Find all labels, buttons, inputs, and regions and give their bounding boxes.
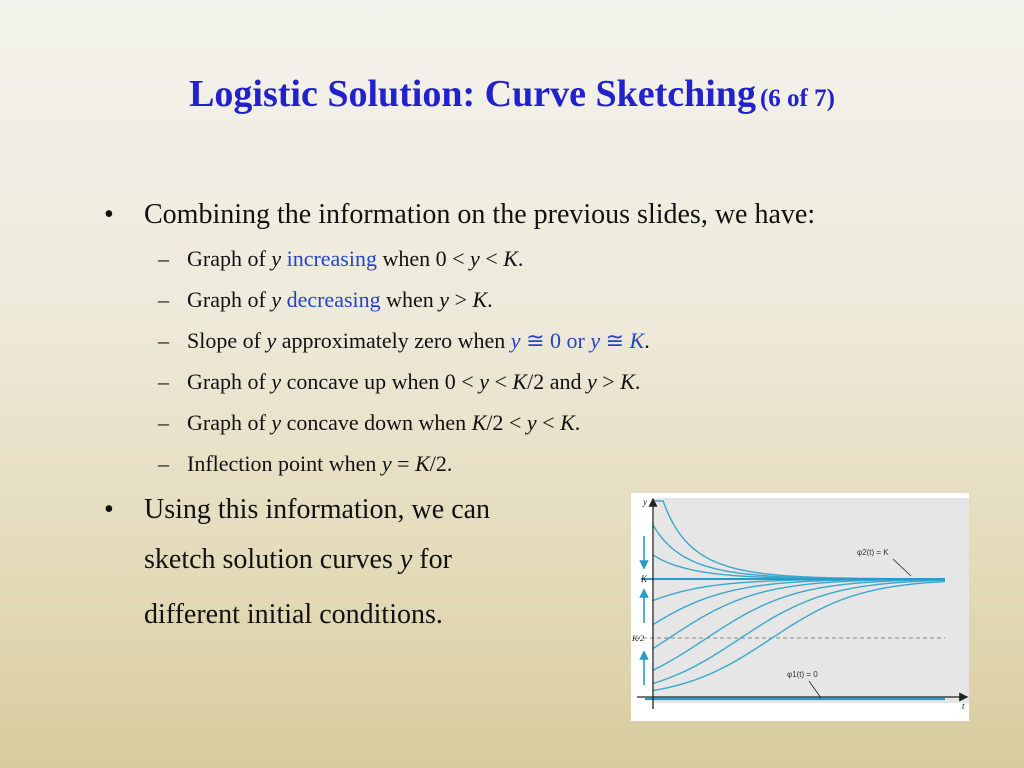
bullet-text-line-2: sketch solution curves y for <box>144 544 452 575</box>
dash-marker: – <box>158 328 169 353</box>
logistic-solution-figure <box>631 493 969 721</box>
dash-marker: – <box>158 246 169 271</box>
sub-item-text: Graph of y concave up when 0 < y < K/2 and y > K. <box>187 369 641 394</box>
slide-title <box>0 72 1024 116</box>
phi1-label: φ1(t) = 0 <box>787 670 818 679</box>
dash-marker: – <box>158 451 169 476</box>
k-tick-label: K <box>641 574 648 584</box>
bullet-text-line-3: different initial conditions. <box>144 599 443 630</box>
t-axis-label: t <box>962 701 965 711</box>
bullet-marker: • <box>104 494 114 525</box>
bullet-text: Combining the information on the previous slides, we have: <box>144 199 816 230</box>
dash-marker: – <box>158 287 169 312</box>
title-main: Logistic Solution: Curve Sketching <box>189 73 756 115</box>
phi2-label: φ2(t) = K <box>857 548 889 557</box>
figure-svg <box>631 493 969 721</box>
sub-item-text: Graph of y concave down when K/2 < y < K. <box>187 410 581 435</box>
bullet-text-line-1: Using this information, we can <box>144 494 491 525</box>
sub-item-text: Slope of y approximately zero when y ≅ 0 or y ≅ K. <box>187 328 650 353</box>
sub-item-text: Graph of y decreasing when y > K. <box>187 287 493 312</box>
sub-item-text: Inflection point when y = K/2. <box>187 451 453 476</box>
title-page-indicator: (6 of 7) <box>759 85 835 112</box>
bullet-marker: • <box>104 199 114 230</box>
dash-marker: – <box>158 369 169 394</box>
half-k-tick-label: K/2 <box>632 633 645 643</box>
sub-item-text: Graph of y increasing when 0 < y < K. <box>187 246 524 271</box>
dash-marker: – <box>158 410 169 435</box>
y-axis-label: y <box>643 497 647 507</box>
